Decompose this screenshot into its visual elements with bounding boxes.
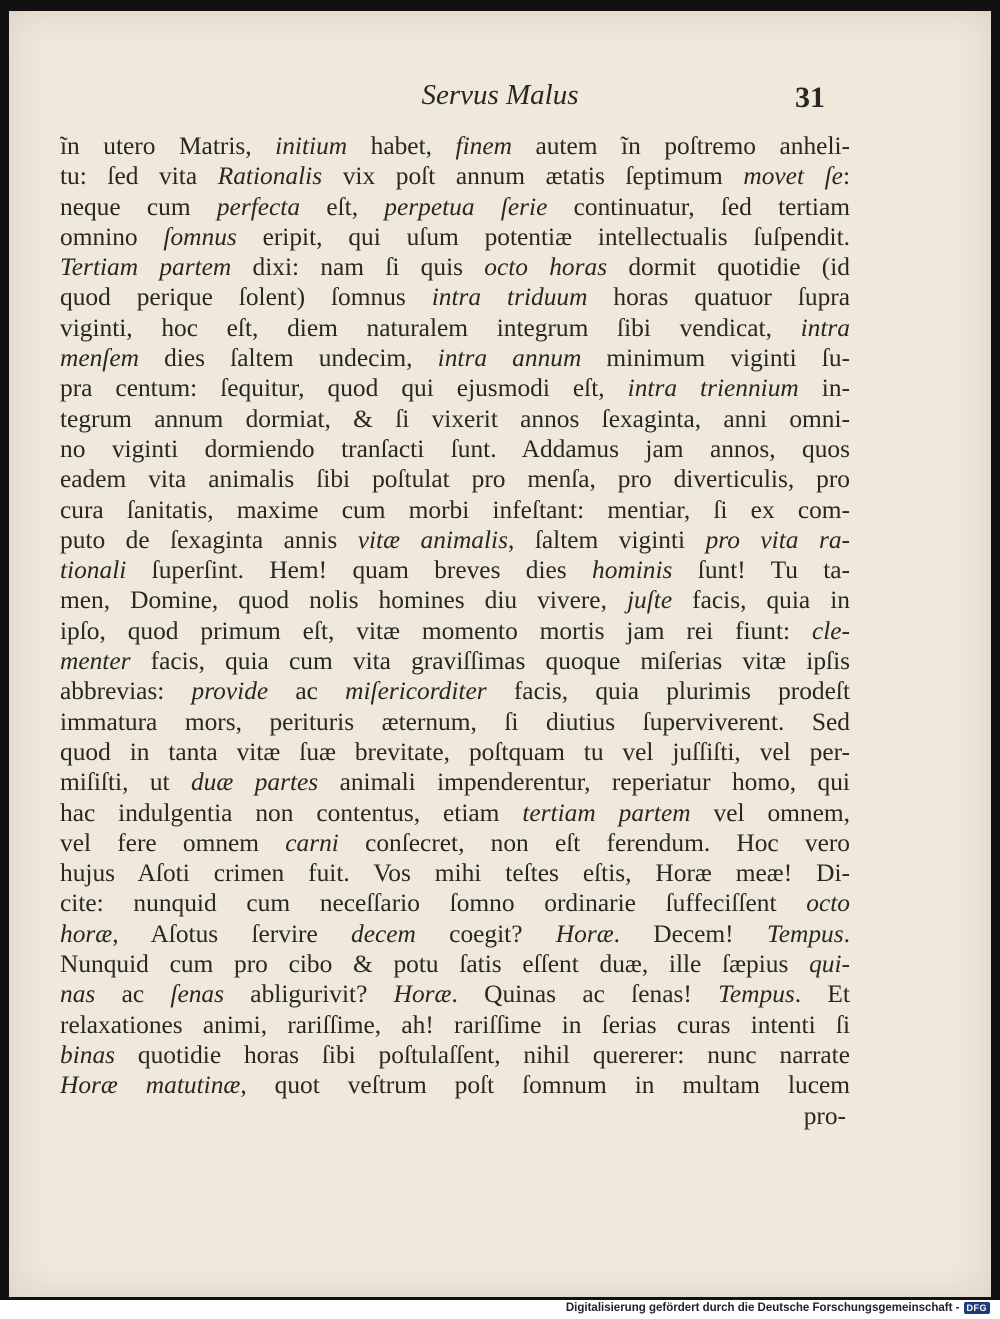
italic-phrase: tionali — [60, 556, 127, 585]
text-line: abbrevias: provide ac miſericorditer facis, quia plurimis prodeſt — [60, 677, 850, 706]
text-line: quod in tanta vitæ ſuæ brevitate, poſtquam tu vel juſſiſti, vel per- — [60, 737, 850, 766]
dfg-logo: DFG — [964, 1302, 991, 1314]
italic-phrase: binas — [60, 1040, 116, 1069]
italic-phrase: Horæ — [555, 919, 614, 948]
italic-phrase: Horæ — [393, 980, 452, 1009]
italic-phrase: intra triennium — [627, 374, 799, 403]
italic-phrase: initium — [275, 132, 348, 160]
footer-credit: Digitalisierung gefördert durch die Deutsche Forschungsgemeinschaft - — [565, 1302, 960, 1314]
text-line: quod perique ſolent) ſomnus intra triduum horas quatuor ſupra — [60, 283, 850, 312]
text-line: puto de ſexaginta annis vitæ animalis, ſaltem viginti pro vita ra- — [60, 525, 850, 554]
text-line: ipſo, quod primum eſt, vitæ momento mortis jam rei fiunt: cle- — [60, 616, 850, 645]
italic-phrase: Tertiam partem — [60, 253, 232, 282]
text-line: tionali ſuperſint. Hem! quam breves dies hominis ſunt! Tu ta- — [60, 556, 850, 585]
text-line: hujus Aſoti crimen fuit. Vos mihi teſtes eſtis, Horæ meæ! Di- — [60, 859, 850, 888]
italic-phrase: vitæ animalis — [357, 525, 508, 554]
text-line: viginti, hoc eſt, diem naturalem integrum ſibi vendicat, intra — [60, 313, 850, 342]
text-line: cura ſanitatis, maxime cum morbi infeſtant: mentiar, ſi ex com- — [60, 495, 850, 524]
text-line: Nunquid cum pro cibo & potu ſatis eſſent duæ, ille ſæpius qui- — [60, 950, 850, 979]
italic-phrase: intra annum — [437, 344, 582, 373]
text-line: immatura mors, perituris æternum, ſi diutius ſuperviverent. Sed — [60, 707, 850, 736]
text-line: cite: nunquid cum neceſſario ſomno ordinarie ſuffeciſſent octo — [60, 889, 850, 918]
italic-phrase: carni — [285, 828, 339, 857]
italic-phrase: cle- — [811, 616, 850, 645]
italic-phrase: duæ partes — [190, 768, 319, 797]
italic-phrase: Rationalis — [217, 162, 323, 191]
italic-phrase: miſericorditer — [345, 677, 487, 706]
italic-phrase: perpetua ſerie — [384, 192, 548, 221]
italic-phrase: octo — [806, 889, 850, 918]
text-line: pra centum: ſequitur, quod qui ejusmodi eſt, intra triennium in- — [60, 374, 850, 403]
italic-phrase: Tempus — [718, 980, 795, 1009]
italic-phrase: hominis — [592, 556, 673, 585]
italic-phrase: nas — [60, 980, 96, 1009]
italic-phrase: menter — [60, 647, 131, 676]
italic-phrase: perfecta — [216, 192, 301, 221]
text-line: tegrum annum dormiat, & ſi vixerit annos ſexaginta, anni omni- — [60, 404, 850, 433]
running-head: Servus Malus — [421, 79, 579, 111]
italic-phrase: horæ — [60, 919, 113, 948]
italic-phrase: movet ſe — [743, 162, 843, 191]
text-line: menſem dies ſaltem undecim, intra annum minimum viginti ſu- — [60, 344, 850, 373]
text-line: binas quotidie horas ſibi poſtulaſſent, nihil quererer: nunc narrate — [60, 1040, 850, 1069]
italic-phrase: tertiam partem — [522, 798, 691, 827]
italic-phrase: intra triduum — [431, 283, 588, 312]
text-line: eadem vita animalis ſibi poſtulat pro menſa, pro diverticulis, pro — [60, 465, 850, 494]
book-page — [9, 11, 991, 1297]
italic-phrase: Tempus — [766, 919, 844, 948]
italic-phrase: decem — [351, 919, 416, 948]
text-line: horæ, Aſotus ſervire decem coegit? Horæ. Decem! Tempus. — [60, 919, 850, 948]
text-line: relaxationes animi, rariſſime, ah! rariſſime in ſerias curas intenti ſi — [60, 1010, 850, 1039]
text-line: nas ac ſenas abligurivit? Horæ. Quinas ac ſenas! Tempus. Et — [60, 980, 850, 1009]
italic-phrase: juſte — [626, 586, 673, 615]
italic-phrase: Horæ matutinæ — [60, 1071, 241, 1100]
text-line: ĩn utero Matris, initium habet, finem autem ĩn poſtremo anheli- — [60, 132, 850, 160]
text-lines — [60, 131, 850, 1101]
italic-phrase: pro vita ra- — [705, 525, 850, 554]
italic-phrase: provide — [191, 677, 269, 706]
italic-phrase: menſem — [60, 344, 139, 373]
italic-phrase: octo horas — [484, 253, 608, 282]
text-line: Horæ matutinæ, quot veſtrum poſt ſomnum in multam lucem — [60, 1071, 850, 1100]
page-number: 31 — [795, 81, 825, 114]
text-line: hac indulgentia non contentus, etiam tertiam partem vel omnem, — [60, 798, 850, 827]
text-line: no viginti dormiendo tranſacti ſunt. Addamus jam annos, quos — [60, 434, 850, 463]
body-text — [60, 131, 850, 1131]
italic-phrase: finem — [455, 132, 512, 160]
text-line: omnino ſomnus eripit, qui uſum potentiæ intellectualis ſuſpendit. — [60, 222, 850, 251]
italic-phrase: intra — [800, 313, 850, 342]
catchword: pro- — [803, 1101, 846, 1130]
text-line: tu: ſed vita Rationalis vix poſt annum ætatis ſeptimum movet ſe: — [60, 162, 850, 191]
text-line: Tertiam partem dixi: nam ſi quis octo horas dormit quotidie (id — [60, 253, 850, 282]
footer — [566, 1302, 990, 1314]
text-line: menter facis, quia cum vita graviſſimas quoque miſerias vitæ ipſis — [60, 647, 850, 676]
italic-phrase: qui- — [809, 950, 850, 979]
text-line: vel fere omnem carni conſecret, non eſt ferendum. Hoc vero — [60, 828, 850, 857]
text-line: men, Domine, quod nolis homines diu vivere, juſte facis, quia in — [60, 586, 850, 615]
text-line: neque cum perfecta eſt, perpetua ſerie continuatur, ſed tertiam — [60, 192, 850, 221]
text-line: miſiſti, ut duæ partes animali impenderentur, reperiatur homo, qui — [60, 768, 850, 797]
italic-phrase: ſomnus — [163, 222, 237, 251]
italic-phrase: ſenas — [170, 980, 225, 1009]
